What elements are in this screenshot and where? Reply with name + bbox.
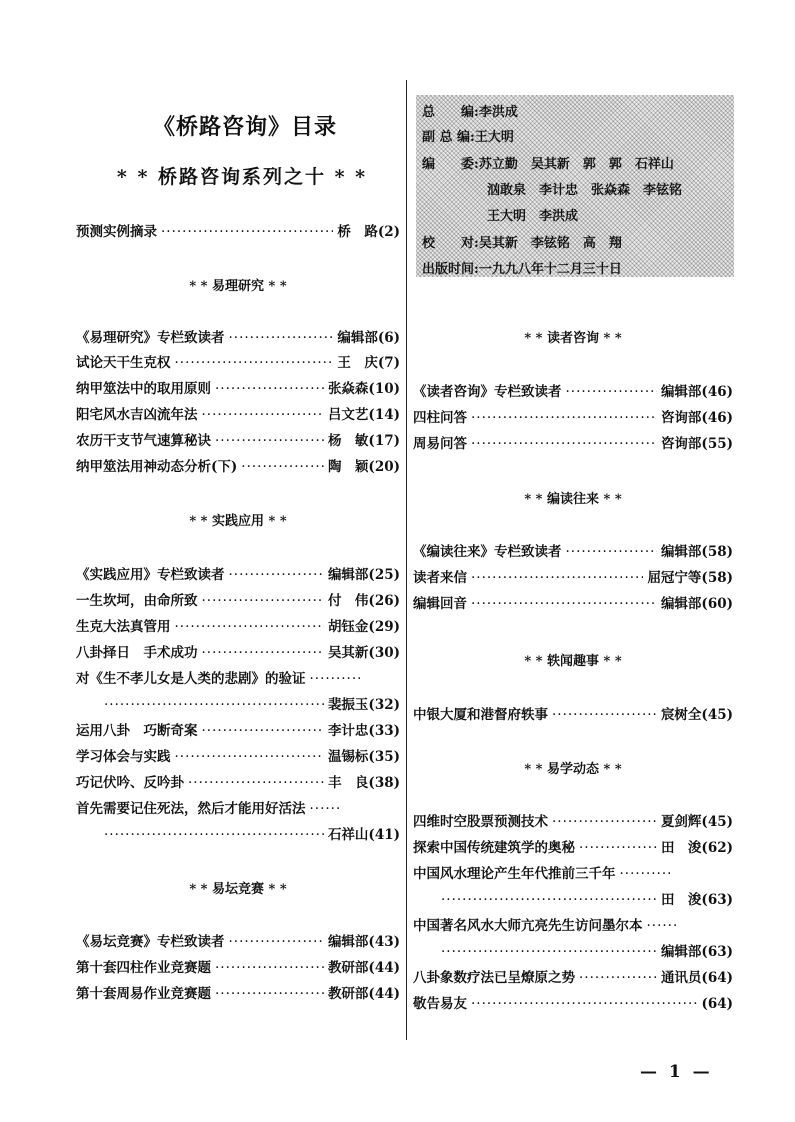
entry-title: 学习体会与实践 <box>76 749 171 765</box>
toc-entry[interactable] <box>76 982 400 1002</box>
section-yixue-list <box>413 810 733 1012</box>
entry-title: 周易问答 <box>413 436 467 452</box>
masthead-info-box <box>416 95 734 277</box>
entry-author: 屈冠宁等(58) <box>647 570 733 586</box>
section-heading-yili: * * 易理研究 * * <box>189 279 287 294</box>
entry-author: 桥 路(2) <box>337 224 400 240</box>
section-heading-biandu: * * 编读往来 * * <box>524 492 622 507</box>
entry-author: 吕文艺(14) <box>327 407 400 423</box>
entry-author: 裴振玉(32) <box>327 697 400 713</box>
column-divider <box>406 80 407 1040</box>
entry-author: 咨询部(55) <box>660 436 733 452</box>
entry-title: 探索中国传统建筑学的奥秘 <box>413 840 575 856</box>
toc-entry[interactable] <box>76 956 400 976</box>
entry-title: 八卦象数疗法已呈燎原之势 <box>413 970 575 986</box>
entry-title: 纳甲筮法中的取用原则 <box>76 381 211 397</box>
entry-title: 预测实例摘录 <box>76 224 157 240</box>
entry-title: 《易坛竞赛》专栏致读者 <box>76 934 225 950</box>
entry-author: 编辑部(63) <box>660 944 733 960</box>
toc-entry[interactable] <box>76 745 400 765</box>
toc-entry-two-line[interactable] <box>76 667 400 713</box>
entry-author: 丰 良(38) <box>327 775 400 791</box>
entry-author: (64) <box>701 996 733 1012</box>
entry-title: 《易理研究》专栏致读者 <box>76 330 225 346</box>
toc-entry[interactable] <box>76 403 400 423</box>
section-heading-yitan: * * 易坛竞赛 * * <box>189 882 287 897</box>
page-number: — 1 — <box>640 1062 713 1082</box>
section-duzhe-list <box>413 380 733 452</box>
info-deputy-editor: 副 总 编:王大明 <box>422 130 514 145</box>
toc-entry[interactable] <box>413 432 733 452</box>
section-shijian-list <box>76 563 400 843</box>
toc-entry[interactable] <box>76 377 400 397</box>
entry-author: 胡钰金(29) <box>327 619 400 635</box>
entry-title: 巧记伏吟、反吟卦 <box>76 775 184 791</box>
entry-title: 阳宅风水吉凶流年法 <box>76 407 198 423</box>
entry-title: 运用八卦 巧断奇案 <box>76 723 198 739</box>
entry-title: 读者来信 <box>413 570 467 586</box>
entry-title: 《编读往来》专栏致读者 <box>413 544 562 560</box>
info-editorial-board: 编 委:苏立勤 吴其新 郭 郭 石祥山 <box>422 157 674 172</box>
toc-entry[interactable] <box>413 406 733 426</box>
entry-author: 石祥山(41) <box>327 827 400 843</box>
section-heading-duzhe: * * 读者咨询 * * <box>524 331 622 346</box>
toc-entry[interactable] <box>76 771 400 791</box>
entry-title: 编辑回音 <box>413 596 467 612</box>
entry-author: 温锡标(35) <box>327 749 400 765</box>
entry-title: 纳甲筮法用神动态分析(下) <box>76 459 238 475</box>
toc-entry[interactable] <box>76 563 400 583</box>
entry-author: 田 浚(62) <box>660 840 733 856</box>
entry-author: 教研部(44) <box>327 986 400 1002</box>
toc-entry[interactable] <box>413 540 733 560</box>
toc-entry[interactable] <box>413 592 733 612</box>
toc-entry[interactable] <box>76 589 400 609</box>
toc-intro-entry[interactable] <box>76 220 400 240</box>
toc-entry[interactable] <box>76 930 400 950</box>
entry-title: 中银大厦和港督府轶事 <box>413 707 548 723</box>
entry-author: 编辑部(58) <box>660 544 733 560</box>
entry-title: 四维时空股票预测技术 <box>413 814 548 830</box>
entry-author: 宸树全(45) <box>660 707 733 723</box>
toc-entry[interactable] <box>76 641 400 661</box>
entry-author: 杨 敏(17) <box>327 433 400 449</box>
section-yili-list <box>76 326 400 475</box>
toc-entry[interactable] <box>413 992 733 1012</box>
info-proofreader: 校 对:吴其新 李铉铭 高 翔 <box>422 236 622 251</box>
entry-title: 中国风水理论产生年代推前三千年 <box>413 866 616 882</box>
entry-title: 《实践应用》专栏致读者 <box>76 567 225 583</box>
entry-author: 编辑部(6) <box>337 330 400 346</box>
toc-entry-two-line[interactable] <box>413 862 733 908</box>
entry-author: 李计忠(33) <box>327 723 400 739</box>
entry-title: 中国著名风水大师亢亮先生访问墨尔本 <box>413 918 643 934</box>
section-heading-yixue: * * 易学动态 * * <box>524 762 622 777</box>
entry-author: 教研部(44) <box>327 960 400 976</box>
entry-author: 吴其新(30) <box>327 645 400 661</box>
toc-entry[interactable] <box>76 429 400 449</box>
entry-author: 编辑部(46) <box>660 384 733 400</box>
entry-author: 编辑部(43) <box>327 934 400 950</box>
toc-entry-two-line[interactable] <box>413 914 733 960</box>
toc-entry[interactable] <box>76 351 400 371</box>
section-heading-shijian: * * 实践应用 * * <box>189 514 287 529</box>
page-title: 《桥路咨询》目录 <box>152 114 337 140</box>
toc-entry[interactable] <box>76 326 400 346</box>
toc-entry[interactable] <box>413 966 733 986</box>
entry-title: 农历干支节气速算秘诀 <box>76 433 211 449</box>
info-editorial-board-2: 汹敢泉 李计忠 张焱森 李铉铭 <box>422 183 683 198</box>
entry-author: 田 浚(63) <box>660 892 733 908</box>
section-biandu-list <box>413 540 733 612</box>
section-heading-yiwen: * * 轶闻趣事 * * <box>524 654 622 669</box>
entry-title: 第十套周易作业竞赛题 <box>76 986 211 1002</box>
entry-title: 四柱问答 <box>413 410 467 426</box>
entry-title: 《读者咨询》专栏致读者 <box>413 384 562 400</box>
entry-author: 咨询部(46) <box>660 410 733 426</box>
entry-title: 生克大法真管用 <box>76 619 171 635</box>
entry-author: 陶 颖(20) <box>327 459 400 475</box>
toc-entry[interactable] <box>76 615 400 635</box>
entry-author: 张焱森(10) <box>327 381 400 397</box>
entry-title: 首先需要记住死法，然后才能用好活法 <box>76 801 306 817</box>
entry-title: 八卦择日 手术成功 <box>76 645 198 661</box>
section-yitan-list <box>76 930 400 1002</box>
series-subtitle: * * 桥路咨询系列之十 * * <box>116 166 368 188</box>
entry-title: 对《生不孝儿女是人类的悲剧》的验证 <box>76 671 306 687</box>
entry-author: 王 庆(7) <box>337 355 400 371</box>
toc-entry[interactable] <box>413 380 733 400</box>
entry-title: 一生坎坷，由命所致 <box>76 593 198 609</box>
entry-author: 编辑部(25) <box>327 567 400 583</box>
info-editorial-board-3: 王大明 李洪成 <box>422 209 579 224</box>
toc-entry[interactable] <box>413 566 733 586</box>
entry-author: 编辑部(60) <box>660 596 733 612</box>
info-chief-editor: 总 编:李洪成 <box>422 105 518 120</box>
toc-entry-two-line[interactable] <box>76 797 400 843</box>
entry-title: 第十套四柱作业竞赛题 <box>76 960 211 976</box>
entry-title: 试论天干生克权 <box>76 355 171 371</box>
info-publish-date: 出版时间:一九九八年十二月三十日 <box>422 262 622 277</box>
section-yiwen-list <box>413 703 733 723</box>
entry-author: 夏剑辉(45) <box>660 814 733 830</box>
toc-entry[interactable] <box>76 719 400 739</box>
entry-author: 通讯员(64) <box>660 970 733 986</box>
entry-author: 付 伟(26) <box>327 593 400 609</box>
toc-entry[interactable] <box>76 455 400 475</box>
toc-entry[interactable] <box>413 703 733 723</box>
toc-entry[interactable] <box>413 836 733 856</box>
entry-title: 敬告易友 <box>413 996 467 1012</box>
toc-entry[interactable] <box>413 810 733 830</box>
